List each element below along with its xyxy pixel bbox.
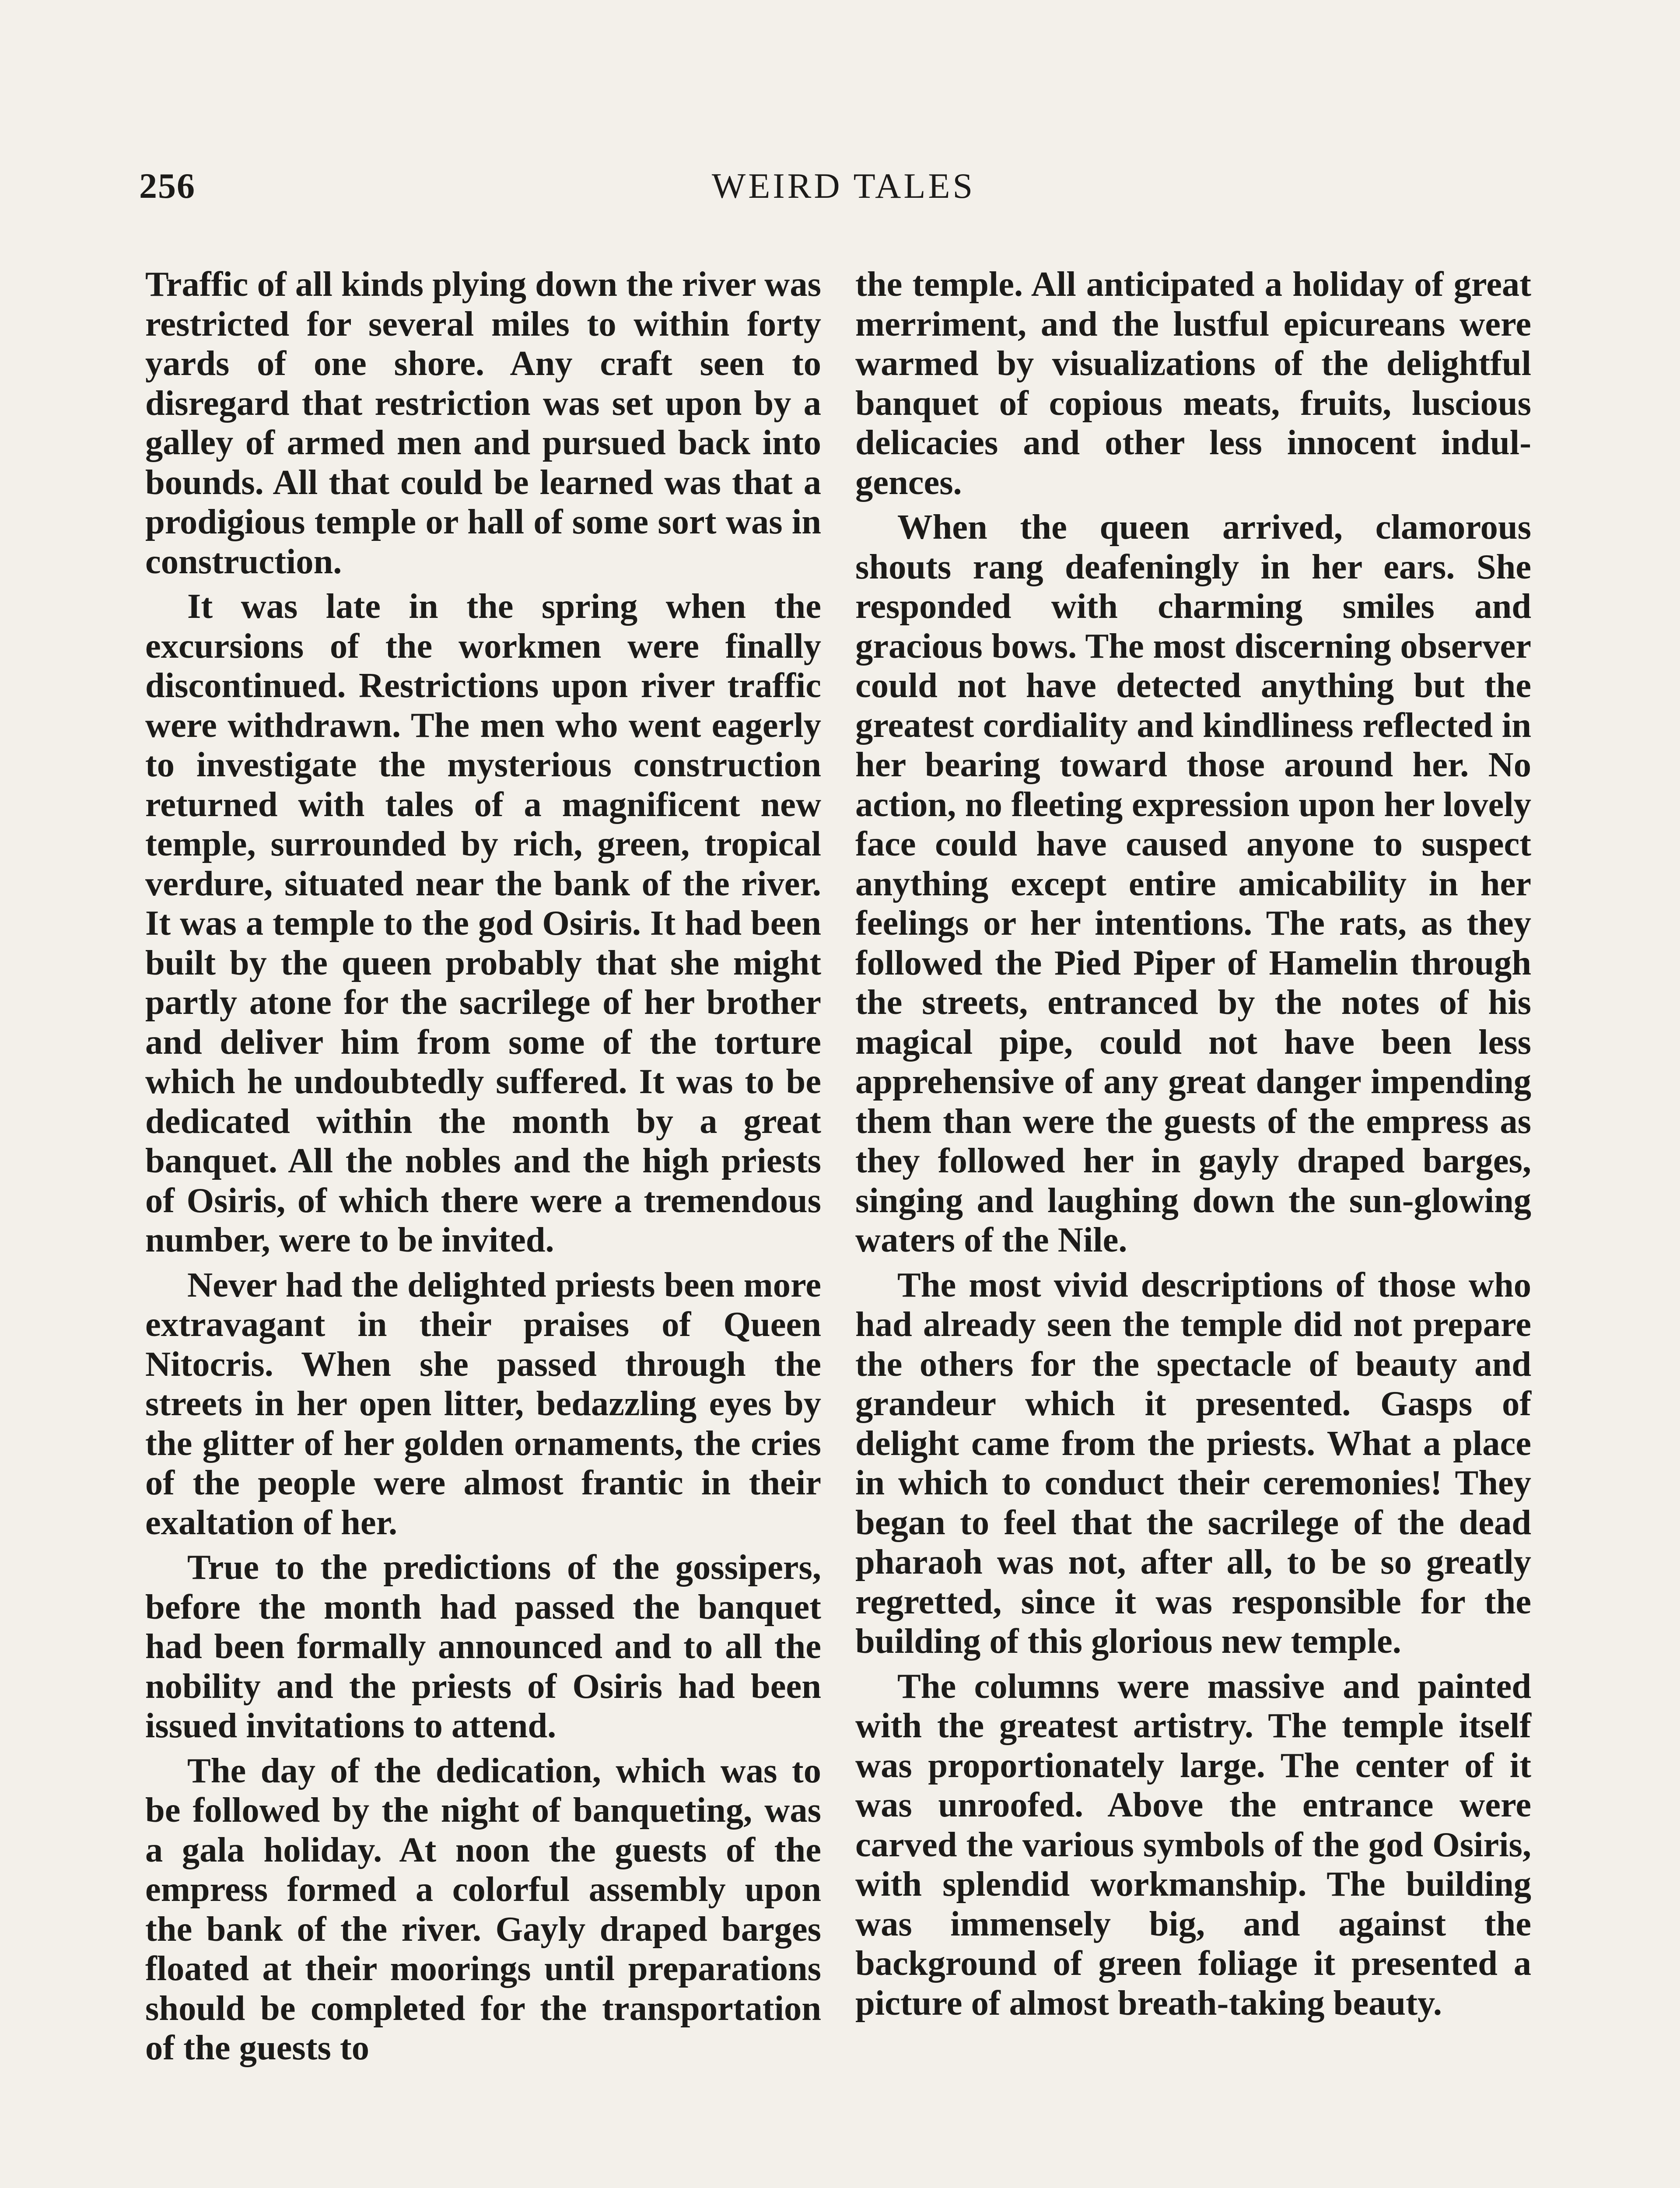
left-column xyxy=(145,265,821,2073)
paragraph: The day of the dedication, which was to be followed by the night of banqueting, was a gala holiday. At noon the guests of the empress formed a colorful assembly upon the bank of the river. Gayly draped barges floated at their moorings until preparations should be completed for the transportation of the guests to xyxy=(145,1751,821,2067)
paragraph: It was late in the spring when the excursions of the workmen were finally discontinued. Restrictions upon river traffic were withdrawn. The men who went eagerly to investigate the mysterious construction returned with tales of a magnificent new temple, surrounded by rich, green, tropical verdure, situated near the bank of the river. It was a temple to the god Osiris. It had been built by the queen probably that she might partly atone for the sacrilege of her brother and deliver him from some of the torture which he undoubtedly suffered. It was to be dedicated within the month by a great banquet. All the nobles and the high priests of Osiris, of which there were a tremendous number, were to be invited. xyxy=(145,587,821,1259)
paragraph: The most vivid descriptions of those who had already seen the temple did not prepare the others for the spectacle of beauty and grandeur which it presented. Gasps of delight came from the priests. What a place in which to conduct their ceremonies! They began to feel that the sacrilege of the dead pharaoh was not, after all, to be so greatly regretted, since it was responsible for the building of this glorious new temple. xyxy=(855,1265,1531,1661)
paragraph: the temple. All anticipated a holiday of great merriment, and the lustful epicureans were warmed by visualizations of the delightful banquet of copious meats, fruits, luscious delicacies and other less innocent indulgences. xyxy=(855,265,1531,502)
paragraph: Never had the delighted priests been more extravagant in their praises of Queen Nitocris. When she passed through the streets in her open litter, bedazzling eyes by the glitter of her golden ornaments, the cries of the people were almost frantic in their exaltation of her. xyxy=(145,1265,821,1542)
running-title: WEIRD TALES xyxy=(711,166,976,206)
paragraph: True to the predictions of the gossipers, before the month had passed the banquet had been formally announced and to all the nobility and the priests of Osiris had been issued invitations to attend. xyxy=(145,1548,821,1745)
paragraph: When the queen arrived, clamorous shouts rang deafeningly in her ears. She responded with charming smiles and gracious bows. The most discerning observer could not have detected anything but the greatest cordiality and kindliness reflected in her bearing toward those around her. No action, no fleeting expression upon her lovely face could have caused anyone to suspect anything except entire amicability in her feelings or her intentions. The rats, as they followed the Pied Piper of Hamelin through the streets, entranced by the notes of his magical pipe, could not have been less apprehensive of any great danger impending them than were the guests of the empress as they followed her in gayly draped barges, singing and laughing down the sun-glowing waters of the Nile. xyxy=(855,508,1531,1259)
page-number: 256 xyxy=(139,166,196,206)
page-header xyxy=(139,160,1548,212)
paragraph: Traffic of all kinds plying down the river was restricted for several miles to within forty yards of one shore. Any craft seen to disregard that restriction was set upon by a galley of armed men and pursued back into bounds. All that could be learned was that a prodigious temple or hall of some sort was in construction. xyxy=(145,265,821,581)
paragraph: The columns were massive and painted with the greatest artistry. The temple itself was proportionately large. The center of it was unroofed. Above the entrance were carved the various symbols of the god Osiris, with splendid workmanship. The building was immensely big, and against the background of green foliage it presented a picture of almost breath-taking beauty. xyxy=(855,1666,1531,2023)
right-column xyxy=(855,265,1531,2028)
